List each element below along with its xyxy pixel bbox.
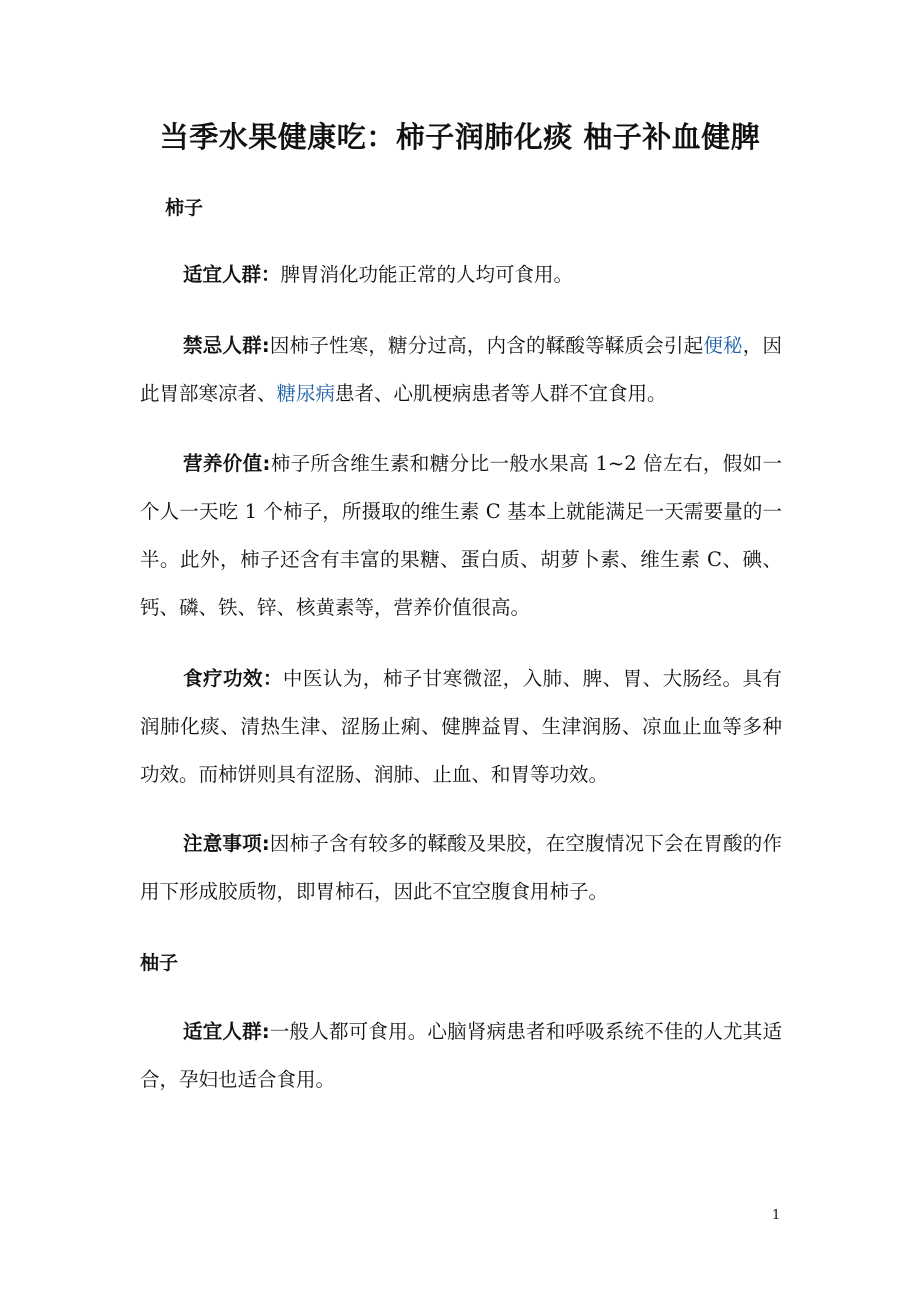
persimmon-therapy-label: 食疗功效：	[183, 667, 283, 690]
persimmon-avoid-text-2: ，因此胃部寒凉者、	[140, 334, 782, 405]
persimmon-nutrition-label: 营养价值:	[183, 452, 271, 475]
document-title: 当季水果健康吃：柿子润肺化痰 柚子补血健脾	[159, 120, 761, 154]
persimmon-avoid-label: 禁忌人群:	[183, 334, 270, 357]
persimmon-caution-label: 注意事项:	[183, 832, 270, 855]
persimmon-caution-text: 因柿子含有较多的鞣酸及果胶，在空腹情况下会在胃酸的作用下形成胶质物，即胃柿石，因此不宜空腹食用柿子。	[140, 832, 782, 903]
persimmon-caution-paragraph	[140, 820, 782, 916]
persimmon-therapy-text: 中医认为，柿子甘寒微涩，入肺、脾、胃、大肠经。具有润肺化痰、清热生津、涩肠止痢、健脾益胃、生津润肠、凉血止血等多种功效。而柿饼则具有涩肠、润肺、止血、和胃等功效。	[140, 667, 782, 786]
page-number: 1	[772, 1208, 781, 1223]
pomelo-suitable-paragraph	[140, 1008, 782, 1104]
persimmon-suitable-text: 脾胃消化功能正常的人均可食用。	[280, 263, 574, 286]
pomelo-heading: 柚子	[140, 952, 179, 974]
persimmon-nutrition-text: 柿子所含维生素和糖分比一般水果高 1~2 倍左右，假如一个人一天吃 1 个柿子，所摄取的维生素 C 基本上就能满足一天需要量的一半。此外，柿子还含有丰富的果糖、蛋白质、胡萝卜素、维生素 C、碘、钙、磷、铁、锌、核黄素等，营养价值很高。	[140, 452, 782, 619]
pomelo-suitable-text: 一般人都可食用。心脑肾病患者和呼吸系统不佳的人尤其适合，孕妇也适合食用。	[140, 1020, 782, 1091]
persimmon-heading: 柿子	[165, 197, 204, 219]
persimmon-suitable-label: 适宜人群：	[183, 263, 281, 286]
diabetes-link[interactable]: 糖尿病	[276, 382, 336, 405]
persimmon-suitable-paragraph	[140, 251, 782, 299]
persimmon-avoid-paragraph	[140, 322, 782, 418]
persimmon-avoid-text-3: 患者、心肌梗病患者等人群不宜食用。	[335, 382, 667, 405]
pomelo-suitable-label: 适宜人群:	[183, 1020, 270, 1043]
persimmon-therapy-paragraph	[140, 655, 782, 799]
constipation-link[interactable]: 便秘	[703, 334, 743, 357]
persimmon-nutrition-paragraph	[140, 440, 782, 632]
persimmon-avoid-text-1: 因柿子性寒，糖分过高，内含的鞣酸等鞣质会引起	[269, 334, 704, 357]
